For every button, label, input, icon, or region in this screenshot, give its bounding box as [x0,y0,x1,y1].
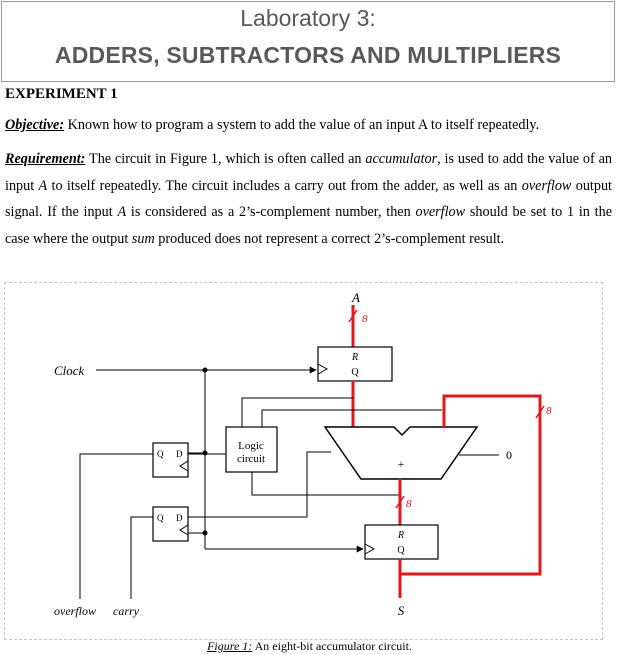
logic-circuit-label-2: circuit [236,453,266,465]
experiment-heading: EXPERIMENT 1 [5,86,118,102]
req-text-1: The circuit in Figure 1, which is often called an [85,151,366,167]
req-a-2: A [117,204,127,220]
objective-label: Objective: [5,117,65,133]
ff1-q: Q [157,449,164,459]
req-text-6: should be set to 1 in the case where the output [5,204,612,247]
req-text-2: , is used to add the value of an input [5,151,612,194]
req-text-3: to itself repeatedly. The circuit includes a carry out from the adder, as well as an [47,177,522,194]
clock-label: Clock [54,363,85,378]
feedback-bus-width: 8 [546,405,552,417]
req-text-5: is considered as a 2’s-complement number, then [126,204,416,220]
carry-in-zero: 0 [506,448,512,462]
lab-title: Laboratory 3: [240,5,376,31]
input-a-width: 8 [362,313,368,325]
req-text-4: output signal. If the input [5,177,613,220]
carry-output-wire [131,517,153,599]
clock-junction-1 [203,368,208,373]
adder-plus-sign: + [397,457,405,471]
lab-subtitle: ADDERS, SUBTRACTORS AND MULTIPLIERS [54,42,562,68]
req-sum: sum [131,230,155,247]
msb-a-wire [242,398,353,427]
logic-circuit-label-1: Logic [238,440,264,452]
sum-register-r: R [397,530,405,541]
input-register-q: Q [351,367,359,378]
req-a-1: A [38,177,48,194]
caption-text: An eight-bit accumulator circuit. [252,639,412,653]
requirement-label: Requirement: [5,151,86,167]
req-text-7: produced does not represent a correct 2’s-complement result. [154,230,505,247]
objective-text: Known how to program a system to add the value of an input A to itself repeatedly. [64,117,540,133]
figure-caption [0,639,619,654]
sum-register-q: Q [397,545,405,556]
overflow-label: overflow [54,604,96,618]
overflow-output-wire [80,454,153,599]
caption-label: Figure 1: [207,639,253,653]
svg-text:A: A [352,290,360,305]
req-accumulator: accumulator [365,151,438,167]
input-a-label [351,290,360,305]
sum-bus-width: 8 [406,498,412,510]
req-overflow-1: overflow [521,177,572,194]
req-overflow-2: overflow [415,204,466,220]
ff2-d: D [176,513,183,523]
input-register-r: R [351,352,359,363]
ff2-q: Q [157,513,164,523]
carry-label: carry [113,604,139,618]
adder-block [325,427,477,479]
ff1-d: D [176,449,183,459]
output-s-label: S [397,603,405,618]
